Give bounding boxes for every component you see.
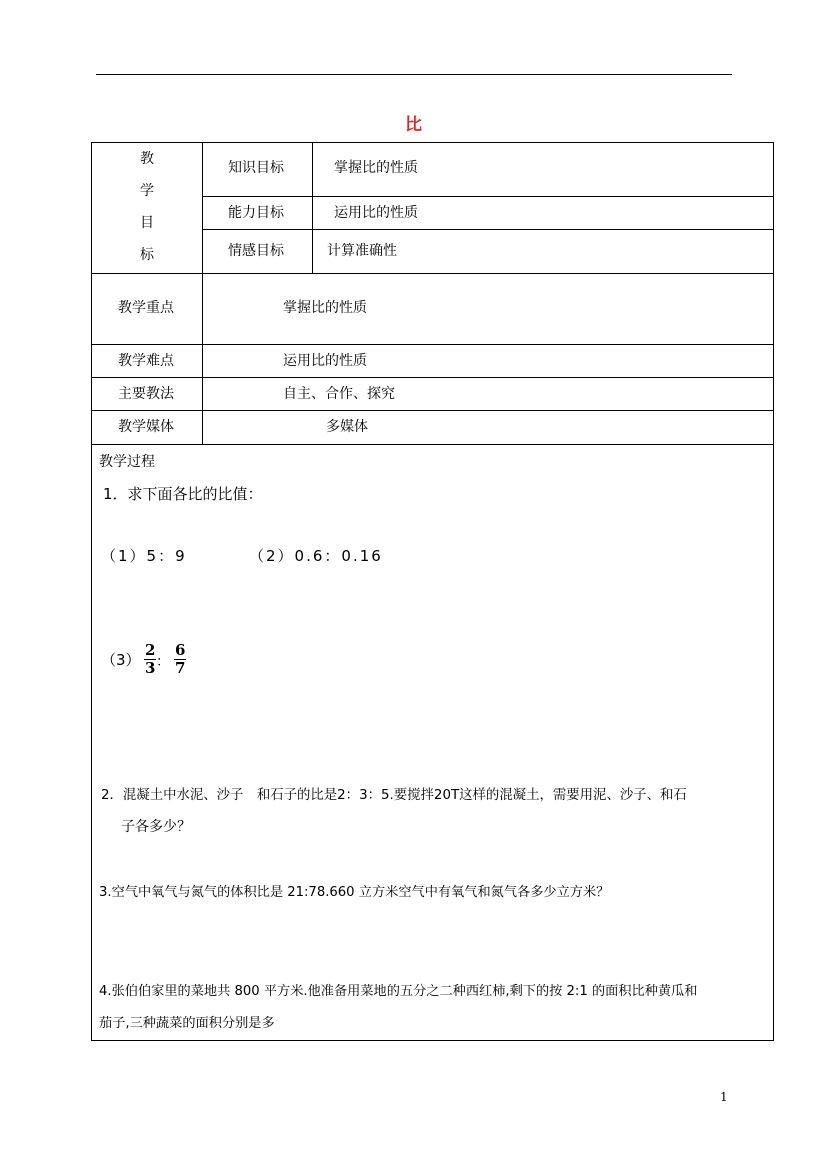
info-value: 自主、合作、探究 <box>283 386 395 402</box>
objectives-divider-1 <box>202 142 203 273</box>
objectives-header-char: 标 <box>140 247 154 263</box>
objectives-divider-2 <box>312 142 313 273</box>
header-rule <box>96 74 732 75</box>
question-4-line-1: 4.张伯伯家里的菜地共 800 平方米.他准备用菜地的五分之二种西红柿,剩下的按 2:1 的面积比种黄瓜和 <box>99 984 698 999</box>
fraction-denominator: 3 <box>145 659 156 677</box>
fraction-denominator: 7 <box>175 659 186 677</box>
fraction-six-sevenths <box>174 643 186 676</box>
objective-value: 运用比的性质 <box>334 205 418 221</box>
info-label: 教学重点 <box>118 300 174 316</box>
objectives-header-char: 学 <box>140 183 154 199</box>
info-row-line <box>91 410 774 411</box>
question-3: 3.空气中氧气与氮气的体积比是 21:78.660 立方米空气中有氧气和氮气各多少立方米？ <box>99 885 610 900</box>
objectives-header-char: 目 <box>140 215 154 231</box>
info-row-line <box>91 377 774 378</box>
objectives-bottom-line <box>91 273 774 274</box>
objective-label: 能力目标 <box>228 205 284 221</box>
fraction-numerator: 6 <box>175 641 186 659</box>
objective-label: 知识目标 <box>228 160 284 176</box>
objective-label: 情感目标 <box>228 243 284 259</box>
ratio-colon: ： <box>156 654 170 670</box>
fraction-numerator: 2 <box>145 641 156 659</box>
objectives-row-line-2 <box>202 229 774 230</box>
objectives-header-char: 教 <box>140 151 154 167</box>
info-value: 运用比的性质 <box>283 353 367 369</box>
question-1-part-1: （1）5：9 <box>101 547 187 565</box>
info-row-line <box>91 444 774 445</box>
question-2-line-1: 2．混凝土中水泥、沙子 和石子的比是2：3：5.要搅拌20T这样的混凝土，需要用泥、沙子、和石 <box>101 788 687 803</box>
question-2-line-2: 子各多少？ <box>121 819 191 835</box>
fraction-two-thirds <box>144 643 156 676</box>
question-1: 1．求下面各比的比值： <box>103 485 263 503</box>
question-1-part-3-prefix: （3） <box>101 651 141 669</box>
info-label: 教学媒体 <box>118 419 174 435</box>
question-4-line-2: 茄子,三种蔬菜的面积分别是多 <box>99 1016 275 1031</box>
info-label: 主要教法 <box>118 386 174 402</box>
info-value: 掌握比的性质 <box>283 300 367 316</box>
lesson-table <box>91 142 774 1041</box>
info-divider <box>202 273 203 444</box>
process-heading: 教学过程 <box>99 454 155 470</box>
objectives-row-line-1 <box>202 196 774 197</box>
page-title: 比 <box>405 115 422 135</box>
objective-value: 计算准确性 <box>327 243 397 259</box>
page-number: 1 <box>720 1090 728 1104</box>
info-row-line <box>91 344 774 345</box>
info-value: 多媒体 <box>326 419 368 435</box>
question-1-part-2: （2）0.6：0.16 <box>249 547 383 565</box>
info-label: 教学难点 <box>118 353 174 369</box>
objective-value: 掌握比的性质 <box>334 160 418 176</box>
